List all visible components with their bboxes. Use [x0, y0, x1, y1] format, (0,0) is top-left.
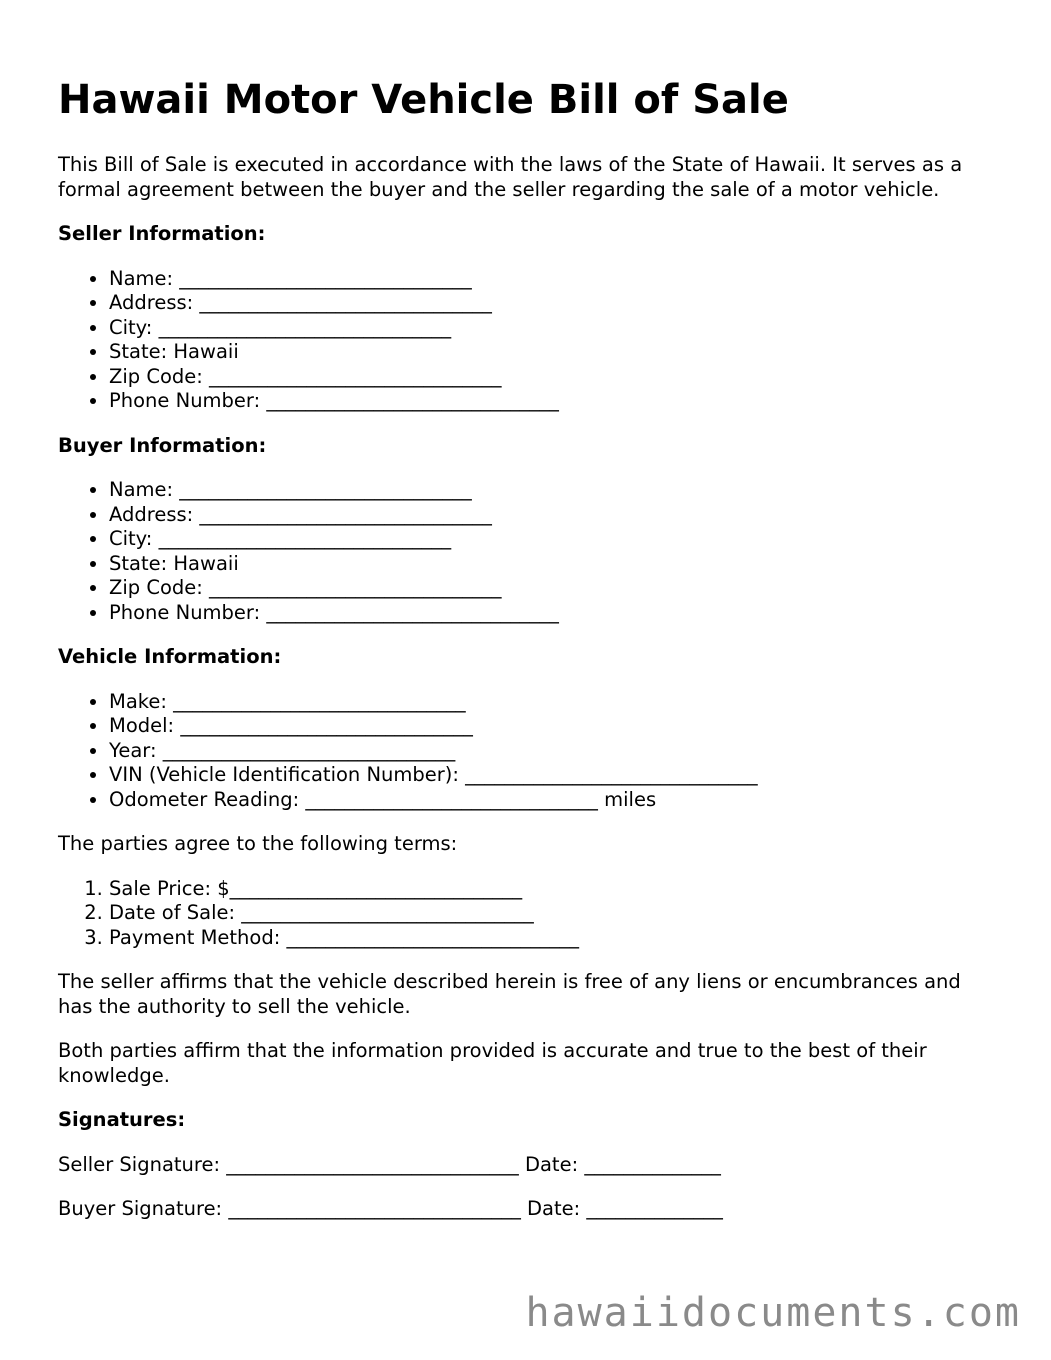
vehicle-odometer-field: • Odometer Reading: ______________________________ miles — [109, 788, 998, 813]
buyer-heading: Buyer Information: — [58, 433, 267, 457]
buyer-city-field: • City: ______________________________ — [109, 527, 998, 552]
vehicle-list — [58, 690, 998, 813]
document-page — [58, 72, 998, 1222]
sale-price-field: 1. Sale Price: $______________________________ — [109, 877, 998, 902]
vehicle-vin-field: • VIN (Vehicle Identification Number): ______________________________ — [109, 763, 998, 788]
seller-name-field: • Name: ______________________________ — [109, 267, 998, 292]
page-title: Hawaii Motor Vehicle Bill of Sale — [58, 77, 789, 123]
buyer-signature-line: Buyer Signature: ______________________________ Date: ______________ — [58, 1197, 723, 1220]
signatures-heading: Signatures: — [58, 1108, 186, 1131]
seller-affirmation: The seller affirms that the vehicle described herein is free of any liens or encumbrances and has the authority to sell the vehicle. — [58, 970, 961, 1018]
seller-address-field: • Address: ______________________________ — [109, 291, 998, 316]
buyer-list — [58, 478, 998, 625]
watermark: hawaiidocuments.com — [525, 1290, 1021, 1336]
seller-list — [58, 267, 998, 414]
seller-city-field: • City: ______________________________ — [109, 316, 998, 341]
seller-heading: Seller Information: — [58, 222, 266, 245]
buyer-state-field: • State: Hawaii — [109, 552, 998, 577]
buyer-name-field: • Name: ______________________________ — [109, 478, 998, 503]
date-of-sale-field: 2. Date of Sale: ______________________________ — [109, 901, 998, 926]
buyer-zip-field: • Zip Code: ______________________________ — [109, 576, 998, 601]
seller-phone-field: • Phone Number: ______________________________ — [109, 389, 998, 414]
vehicle-year-field: • Year: ______________________________ — [109, 739, 998, 764]
vehicle-make-field: • Make: ______________________________ — [109, 690, 998, 715]
seller-signature-line: Seller Signature: ______________________________ Date: ______________ — [58, 1152, 721, 1176]
both-parties-affirmation: Both parties affirm that the information provided is accurate and true to the best of their knowledge. — [58, 1039, 927, 1087]
seller-zip-field: • Zip Code: ______________________________ — [109, 365, 998, 390]
buyer-phone-field: • Phone Number: ______________________________ — [109, 601, 998, 626]
seller-state-field: • State: Hawaii — [109, 340, 998, 365]
intro-paragraph: This Bill of Sale is executed in accordance with the laws of the State of Hawaii. It serves as a formal agreement between the buyer and the seller regarding the sale of a motor vehicle. — [58, 153, 963, 201]
payment-method-field: 3. Payment Method: ______________________________ — [109, 926, 998, 951]
vehicle-model-field: • Model: ______________________________ — [109, 714, 998, 739]
terms-intro: The parties agree to the following terms: — [58, 832, 458, 855]
vehicle-heading: Vehicle Information: — [58, 645, 282, 668]
terms-list — [58, 877, 998, 951]
buyer-address-field: • Address: ______________________________ — [109, 503, 998, 528]
